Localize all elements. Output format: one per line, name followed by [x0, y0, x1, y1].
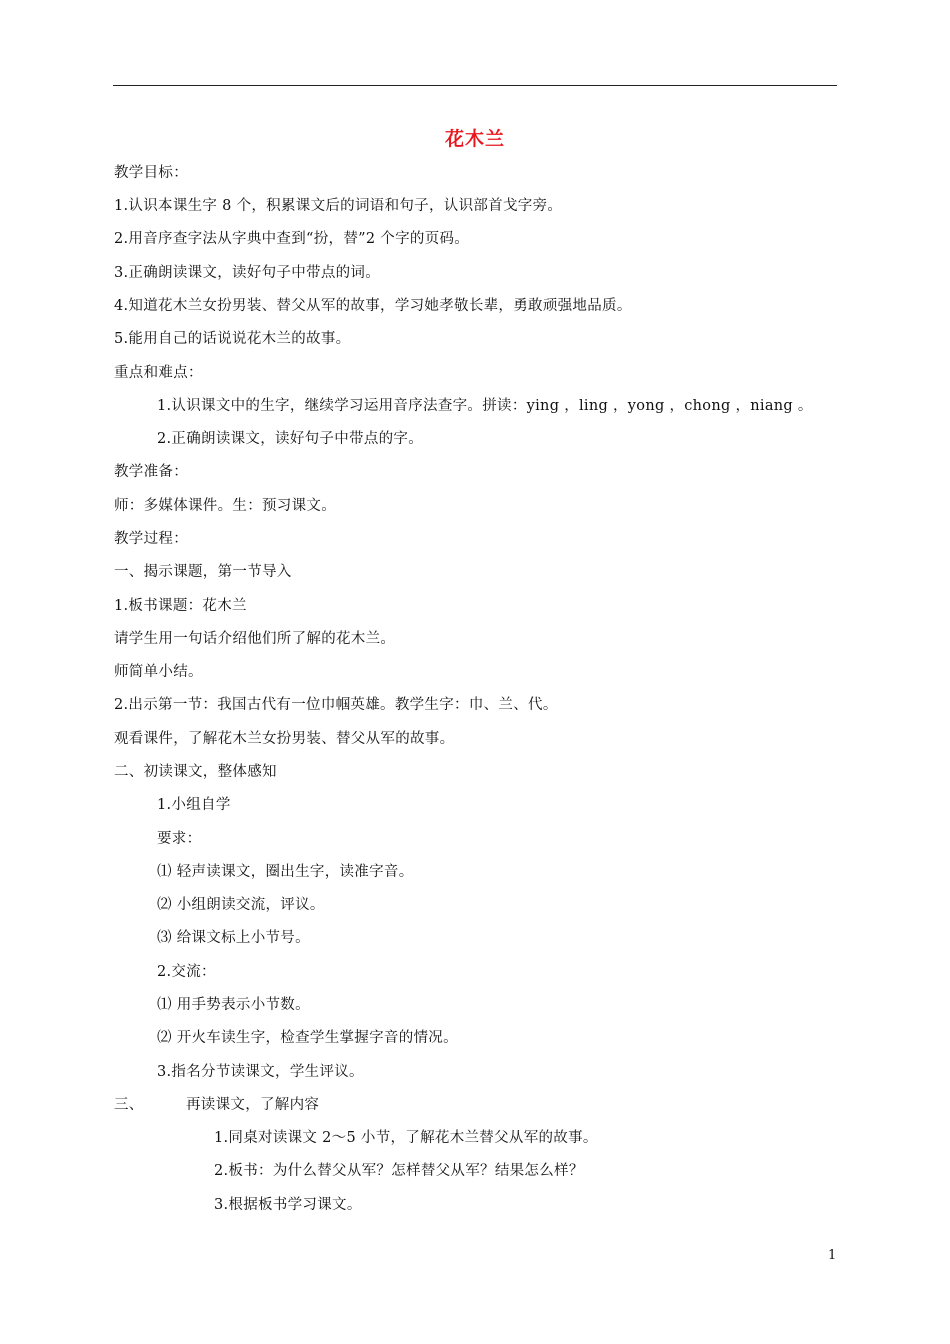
line: 5.能用自己的话说说花木兰的故事。 — [114, 331, 351, 347]
line: 观看课件，了解花木兰女扮男装、替父从军的故事。 — [114, 731, 455, 747]
line: 2.板书：为什么替父从军？怎样替父从军？结果怎么样？ — [214, 1163, 584, 1179]
line: 3.正确朗读课文，读好句子中带点的词。 — [114, 265, 381, 281]
header-rule — [113, 85, 837, 86]
line: 师：多媒体课件。生：预习课文。 — [114, 498, 336, 514]
line: 3.根据板书学习课文。 — [214, 1197, 362, 1213]
line: 教学目标： — [114, 165, 188, 181]
line: 1.同桌对读课文 2～5 小节，了解花木兰替父从军的故事。 — [214, 1130, 598, 1146]
line: ⑶ 给课文标上小节号。 — [157, 930, 310, 946]
line: 要求： — [157, 831, 202, 847]
line: 二、初读课文，整体感知 — [114, 764, 277, 780]
line: 3.指名分节读课文，学生评议。 — [157, 1064, 364, 1080]
section-number: 三、 — [114, 1097, 144, 1113]
line: 1.板书课题：花木兰 — [114, 598, 247, 614]
line: 2.用音序查字法从字典中查到“扮，替”2 个字的页码。 — [114, 231, 470, 247]
line: 1.小组自学 — [157, 797, 231, 813]
line: 师简单小结。 — [114, 664, 203, 680]
line: 重点和难点： — [114, 365, 203, 381]
line: 请学生用一句话介绍他们所了解的花木兰。 — [114, 631, 396, 647]
line: ⑴ 用手势表示小节数。 — [157, 997, 310, 1013]
line: ⑴ 轻声读课文，圈出生字，读准字音。 — [157, 864, 414, 880]
line: 2.出示第一节：我国古代有一位巾帼英雄。教学生字：巾、兰、代。 — [114, 697, 558, 713]
line: 1.认识课文中的生字，继续学习运用音序法查字。拼读：ying ，ling ，yong ，chong ，niang 。 — [157, 398, 813, 414]
line: 教学过程： — [114, 531, 188, 547]
section-heading: 再读课文，了解内容 — [186, 1097, 320, 1113]
line: 1.认识本课生字 8 个，积累课文后的词语和句子，认识部首戈字旁。 — [114, 198, 563, 214]
page-number: 1 — [828, 1248, 837, 1263]
line: 教学准备： — [114, 464, 188, 480]
line: 一、揭示课题，第一节导入 — [114, 564, 292, 580]
line: 2.交流： — [157, 964, 216, 980]
line: ⑵ 小组朗读交流，评议。 — [157, 897, 325, 913]
line: 4.知道花木兰女扮男装、替父从军的故事，学习她孝敬长辈，勇敢顽强地品质。 — [114, 298, 632, 314]
document-title: 花木兰 — [444, 128, 505, 150]
line: ⑵ 开火车读生字，检查学生掌握字音的情况。 — [157, 1030, 458, 1046]
line: 2.正确朗读课文，读好句子中带点的字。 — [157, 431, 424, 447]
